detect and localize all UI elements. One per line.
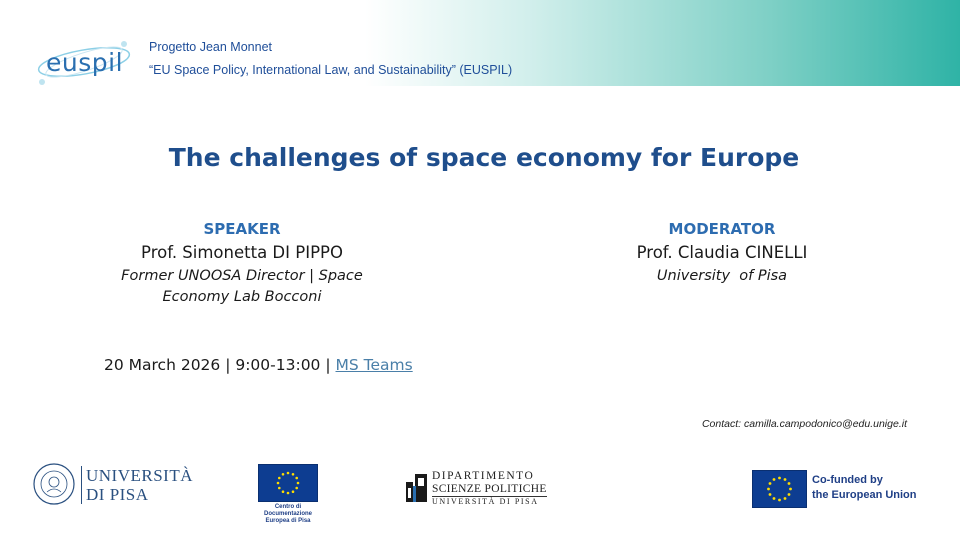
dsp-logo (405, 470, 555, 506)
project-subtitle: “EU Space Policy, International Law, and Sustainability” (EUSPIL) (149, 63, 513, 77)
cde-line3: Europea di Pisa (265, 518, 311, 524)
unipi-line1: UNIVERSITÀ (86, 466, 193, 485)
euspil-logo-text: euspil (46, 48, 124, 77)
page-title: The challenges of space economy for Europe (168, 143, 800, 172)
dsp-line3: UNIVERSITÀ DI PISA (432, 496, 547, 507)
cde-line1: Centro di (274, 504, 302, 510)
moderator-name: Prof. Claudia CINELLI (636, 243, 808, 262)
moderator-role: MODERATOR (668, 220, 776, 238)
unipi-wordmark (86, 466, 193, 504)
cde-line2: Documentazione (263, 511, 312, 517)
cde-logo (258, 464, 318, 526)
speaker-block (92, 220, 392, 308)
event-details (104, 356, 413, 374)
moderator-block (592, 220, 852, 287)
unipi-logo (32, 462, 193, 512)
speaker-affiliation-line1: Former UNOOSA Director | Space (121, 268, 363, 284)
euspil-logo (34, 36, 134, 90)
eu-line1: Co-funded by (812, 474, 883, 486)
unipi-line2: DI PISA (86, 485, 149, 504)
dsp-line1: DIPARTIMENTO (432, 470, 535, 482)
eu-cofunded-logo (752, 470, 952, 508)
eu-line2: the European Union (812, 489, 917, 501)
event-date-time: 20 March 2026 | 9:00-13:00 | (104, 356, 336, 374)
moderator-affiliation: University of Pisa (656, 268, 788, 284)
speaker-affiliation-line2: Economy Lab Bocconi (162, 289, 322, 305)
eu-flag-icon (752, 470, 807, 508)
dsp-line2: SCIENZE POLITICHE (432, 483, 547, 495)
cde-caption (258, 504, 318, 525)
dsp-emblem-icon (405, 472, 429, 504)
eu-cofunded-text (812, 473, 917, 503)
eu-flag-icon (258, 464, 318, 502)
dsp-wordmark (432, 470, 547, 507)
speaker-role: SPEAKER (203, 220, 281, 238)
speaker-name: Prof. Simonetta DI PIPPO (141, 243, 343, 262)
project-name: Progetto Jean Monnet (149, 40, 272, 54)
ms-teams-link[interactable]: MS Teams (335, 356, 413, 374)
unipi-divider (81, 466, 82, 504)
contact-info: Contact: camilla.campodonico@edu.unige.it (701, 418, 907, 430)
unipi-seal-icon (32, 462, 76, 506)
